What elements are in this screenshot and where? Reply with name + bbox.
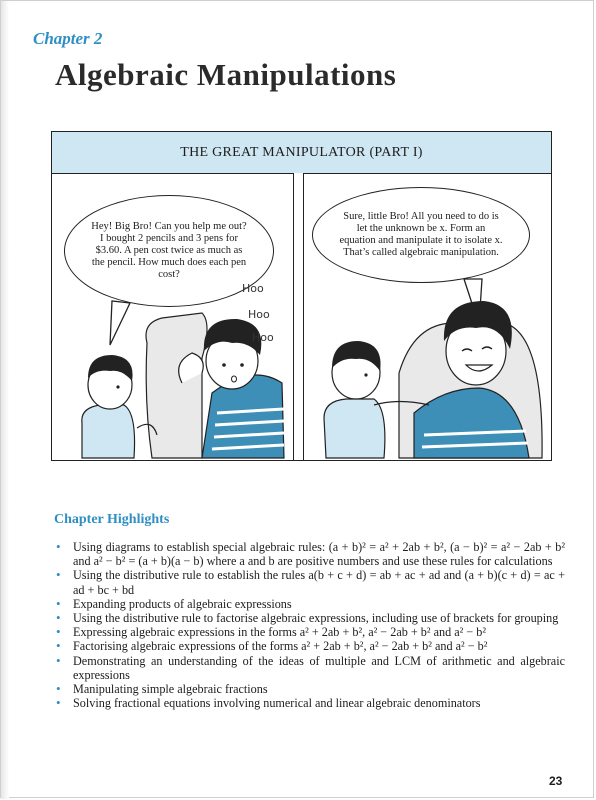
chapter-highlights-heading: Chapter Highlights [54, 512, 170, 527]
comic-banner-title: THE GREAT MANIPULATOR (PART I) [52, 132, 551, 174]
bullet-icon: • [56, 695, 61, 711]
page-gutter-shadow [1, 1, 9, 799]
chapter-highlights-list [53, 540, 565, 710]
list-item: • Expressing algebraic expressions in the forms a² + 2ab + b², a² − 2ab + b² and a² − b² [56, 624, 487, 640]
bullet-icon: • [56, 610, 61, 626]
comic-panel-left [52, 173, 294, 460]
bullet-icon: • [56, 624, 61, 640]
list-item: • Solving fractional equations involving numerical and linear algebraic denominators [56, 695, 481, 711]
comic-panel-right [303, 173, 551, 460]
list-item: • Expanding products of algebraic expressions [56, 595, 292, 611]
comic-strip [51, 131, 552, 461]
panel-gutter [294, 173, 303, 460]
sound-effect-3: Hoo [252, 331, 274, 344]
speech-bubble-right: Sure, little Bro! All you need to do is let the unknown be x. Form an equation and manipulate it to isolate x. That’s called algebraic manipulation. [312, 187, 530, 283]
list-item: • Manipulating simple algebraic fractions [56, 681, 268, 697]
list-item: • Demonstrating an understanding of the ideas of multiple and LCM of arithmetic and algebraic expressions [56, 652, 565, 682]
bullet-icon: • [56, 595, 61, 611]
sound-effect-2: Hoo [248, 308, 270, 321]
bullet-icon: • [56, 539, 61, 554]
list-item: • Using the distributive rule to factorise algebraic expressions, including use of brackets for grouping [56, 610, 559, 626]
page-number: 23 [549, 774, 563, 788]
bullet-icon: • [56, 638, 61, 654]
bullet-icon: • [56, 681, 61, 697]
list-item: • Using the distributive rule to establish the rules a(b + c + d) = ab + ac + ad and (a + b)(c + d) = ac + ad + bc + bd [56, 567, 565, 597]
list-item: • Using diagrams to establish special algebraic rules: (a + b)² = a² + 2ab + b², (a − b)² = a² − 2ab + b² and a² − b² = (a + b)(a − b) where a and b are positive numbers and use these rules for calculations [56, 539, 565, 569]
list-item: • Factorising algebraic expressions of the forms a² + 2ab + b², a² − 2ab + b² and a² − b² [56, 638, 488, 654]
chapter-label: Chapter 2 [33, 29, 103, 48]
bullet-icon: • [56, 567, 61, 583]
speech-bubble-left: Hey! Big Bro! Can you help me out? I bought 2 pencils and 3 pens for $3.60. A pen cost twice as much as the pencil. How much does each pen cost? [64, 195, 274, 307]
chapter-title: Algebraic Manipulations [55, 57, 397, 92]
sound-effect-1: Hoo [242, 282, 264, 295]
bullet-icon: • [56, 652, 61, 668]
